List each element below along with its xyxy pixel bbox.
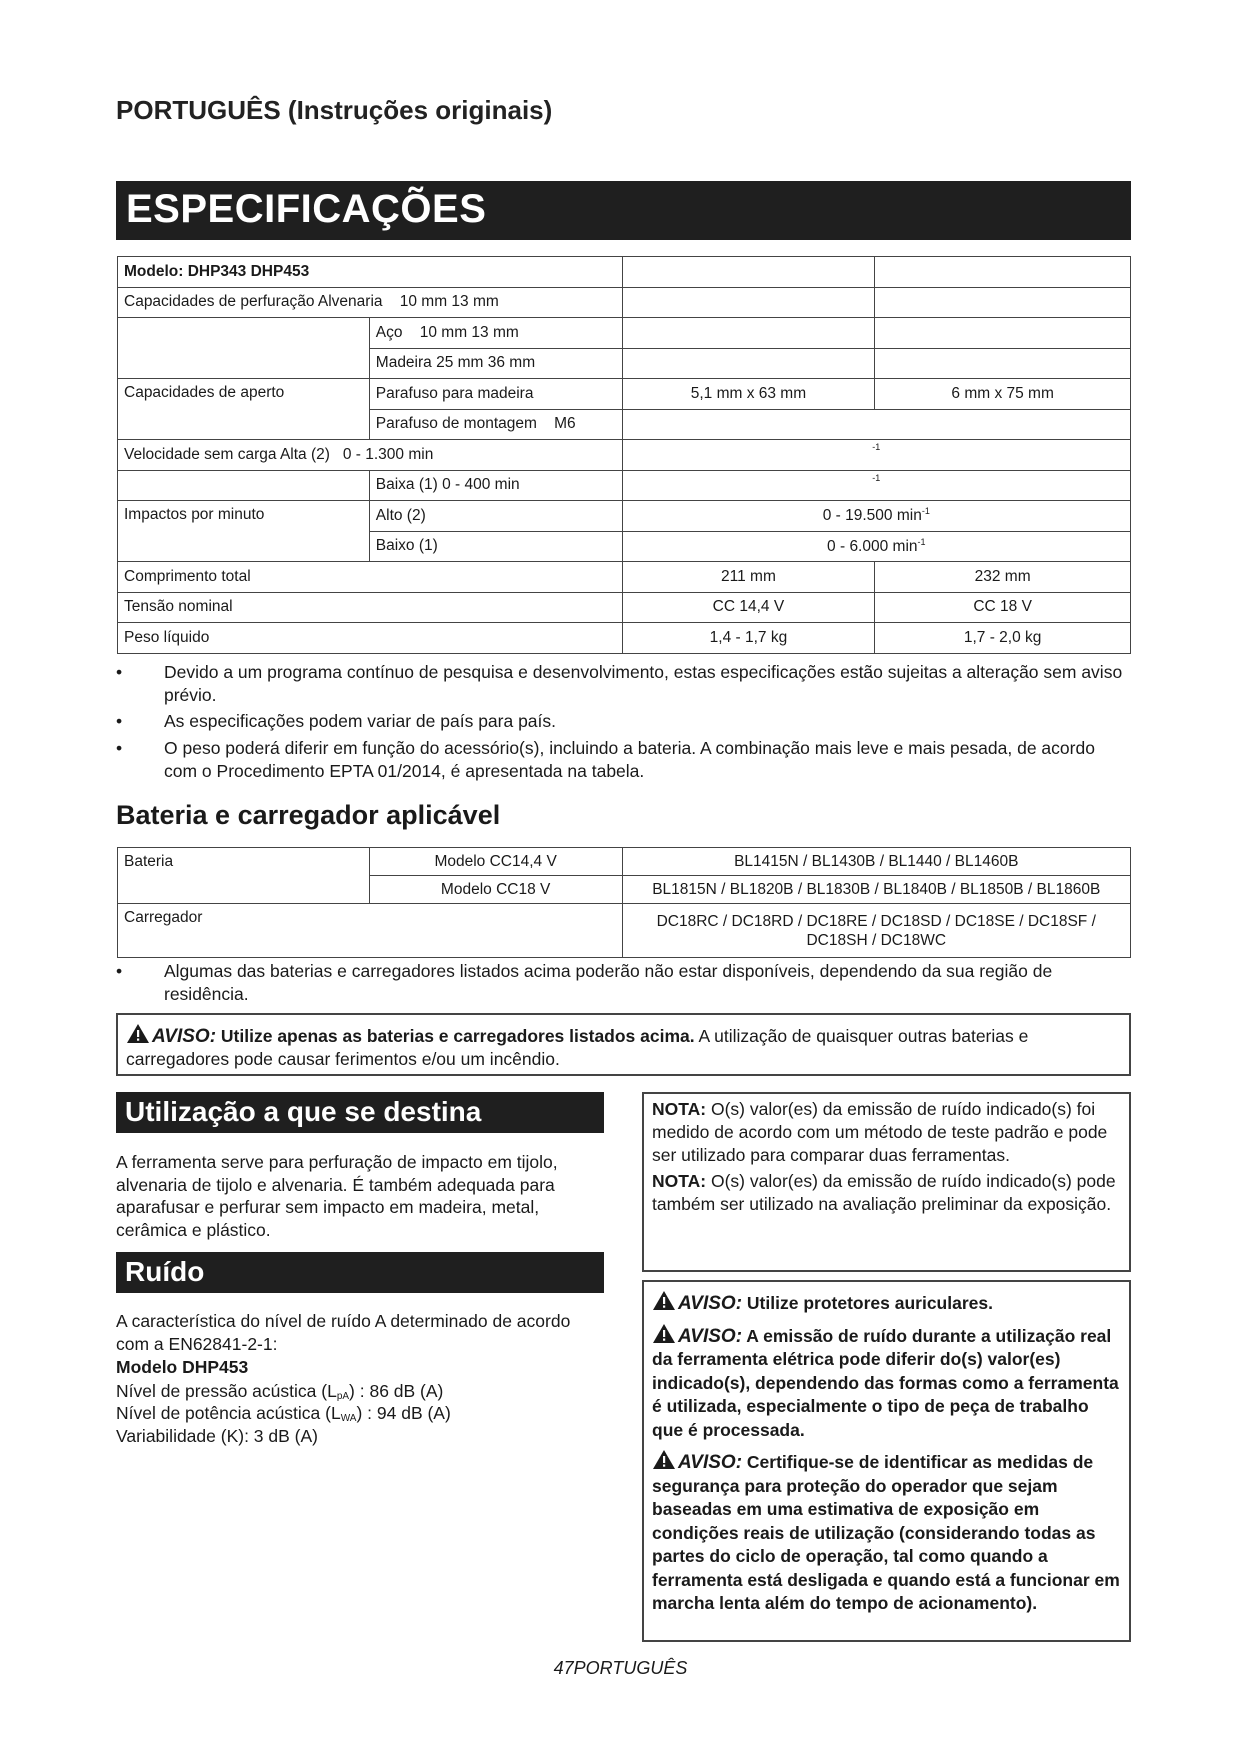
overall-length-label: Comprimento total bbox=[118, 562, 623, 593]
noise-banner: Ruído bbox=[116, 1252, 604, 1293]
noise-notes-box bbox=[642, 1092, 1131, 1272]
ipm-high-value: 0 - 19.500 $\min^{-1}$ bbox=[622, 501, 1130, 532]
length-dhp453: 232 mm bbox=[875, 562, 1131, 593]
intended-use-banner: Utilização a que se destina bbox=[116, 1092, 604, 1133]
drill-capacity-masonry: Capacidades de perfuração Alvenaria 10 mm 13 mm bbox=[118, 287, 623, 318]
fasten-capacity-label: Capacidades de aperto bbox=[118, 379, 370, 440]
noise-intro: A característica do nível de ruído A determinado de acordo com a EN62841-2-1: bbox=[116, 1311, 571, 1354]
note-2: NOTA: O(s) valor(es) da emissão de ruído indicado(s) pode também ser utilizado na avaliação preliminar da exposição. bbox=[652, 1171, 1116, 1214]
noise-model: Modelo DHP453 bbox=[116, 1357, 249, 1377]
table-row bbox=[118, 348, 1131, 379]
spec-note-1: • Devido a um programa contínuo de pesquisa e desenvolvimento, estas especificações estão sujeitas a alteração sem aviso prévio. bbox=[116, 662, 1123, 705]
no-load-speed-low: Baixa (1) 0 - 400 min bbox=[369, 470, 622, 501]
battery-warning-box bbox=[116, 1013, 1131, 1076]
table-row bbox=[118, 592, 1131, 623]
length-dhp343: 211 mm bbox=[622, 562, 875, 593]
table-row bbox=[118, 440, 1131, 471]
aviso-label: AVISO: bbox=[152, 1026, 217, 1047]
weight-dhp343: 1,4 - 1,7 kg bbox=[622, 623, 875, 654]
warning-triangle-icon bbox=[652, 1290, 676, 1311]
machine-screw: Parafuso de montagem M6 bbox=[369, 409, 622, 440]
table-row bbox=[118, 257, 1131, 288]
intended-use-text: A ferramenta serve para perfuração de impacto em tijolo, alvenaria de tijolo e alvenaria. É também adequada para aparafusar e perfurar sem impacto em madeira, metal, cerâmica e plástico. bbox=[116, 1152, 558, 1240]
specifications-banner: ESPECIFICAÇÕES bbox=[116, 181, 1131, 240]
model-18v: Modelo CC18 V bbox=[369, 876, 622, 904]
ipm-low-value: 0 - 6.000 $\min^{-1}$ bbox=[622, 531, 1130, 562]
table-row bbox=[118, 318, 1131, 349]
sound-power-level: Nível de potência acústica $(L_{WA})$ : 94 dB (A) bbox=[116, 1403, 451, 1424]
table-row bbox=[118, 501, 1131, 532]
noise-warning-3: AVISO: Certifique-se de identificar as medidas de segurança para proteção do operador que sejam baseadas em uma estimativa de exposição em condições reais de utilização (considerando todas as partes do ciclo de operação, tal como quando a ferramenta está desligada e quando está a funcionar em marcha lenta além do tempo de acionamento). bbox=[652, 1449, 1121, 1616]
net-weight-label: Peso líquido bbox=[118, 623, 623, 654]
table-row bbox=[118, 562, 1131, 593]
battery-label: Bateria bbox=[118, 848, 370, 904]
battery-warning-text: A utilização de quaisquer outras baterias e carregadores pode causar ferimentos e/ou um incêndio. bbox=[126, 1026, 1029, 1069]
drill-capacity-steel: Aço 10 mm 13 mm bbox=[369, 318, 622, 349]
wood-screw-label: Parafuso para madeira bbox=[369, 379, 622, 410]
model-144v: Modelo CC14,4 V bbox=[369, 848, 622, 876]
table-row bbox=[118, 470, 1131, 501]
model-row-label: Modelo: DHP343 DHP453 bbox=[118, 257, 623, 288]
specifications-table bbox=[117, 256, 1131, 654]
speed-high-exponent: -1 bbox=[622, 440, 1130, 471]
drill-capacity-wood: Madeira 25 mm 36 mm bbox=[369, 348, 622, 379]
weight-dhp453: 1,7 - 2,0 kg bbox=[875, 623, 1131, 654]
battery-heading: Bateria e carregador aplicável bbox=[116, 800, 501, 830]
table-row bbox=[118, 623, 1131, 654]
warning-triangle-icon bbox=[126, 1023, 150, 1044]
charger-label: Carregador bbox=[118, 904, 623, 958]
table-row bbox=[118, 287, 1131, 318]
wood-screw-dhp453: 6 mm x 75 mm bbox=[875, 379, 1131, 410]
spec-note-2: • As especificações podem variar de país para país. bbox=[116, 711, 557, 731]
warning-triangle-icon bbox=[652, 1449, 676, 1470]
no-load-speed-high: Velocidade sem carga Alta (2) 0 - 1.300 min bbox=[118, 440, 623, 471]
battery-warning-bold: Utilize apenas as baterias e carregadores listados acima. bbox=[220, 1026, 695, 1046]
page-footer: 47PORTUGUÊS bbox=[553, 1658, 688, 1678]
noise-warnings-box bbox=[642, 1280, 1131, 1642]
battery-list-144v: BL1415N / BL1430B / BL1440 / BL1460B bbox=[622, 848, 1130, 876]
speed-low-exponent: -1 bbox=[622, 470, 1130, 501]
charger-list: DC18RC / DC18RD / DC18RE / DC18SD / DC18SE / DC18SF / DC18SH / DC18WC bbox=[622, 904, 1130, 958]
wood-screw-dhp343: 5,1 mm x 63 mm bbox=[622, 379, 875, 410]
noise-warning-1: AVISO: Utilize protetores auriculares. bbox=[652, 1290, 1121, 1316]
warning-triangle-icon bbox=[652, 1323, 676, 1344]
sound-pressure-level: Nível de pressão acústica $(L_{pA})$ : 86 dB (A) bbox=[116, 1381, 444, 1402]
ipm-high-label: Alto (2) bbox=[369, 501, 622, 532]
page-language-title: PORTUGUÊS (Instruções originais) bbox=[116, 95, 553, 125]
voltage-dhp343: CC 14,4 V bbox=[622, 592, 875, 623]
note-1: NOTA: O(s) valor(es) da emissão de ruído indicado(s) foi medido de acordo com um método de teste padrão e pode ser utilizado para comparar duas ferramentas. bbox=[652, 1099, 1108, 1165]
impacts-per-minute-label: Impactos por minuto bbox=[118, 501, 370, 562]
table-row bbox=[118, 848, 1131, 876]
noise-warning-2: AVISO: A emissão de ruído durante a utilização real da ferramenta elétrica pode diferir do(s) valor(es) indicado(s), dependendo das formas como a ferramenta é utilizada, especialmente o tipo de peça de trabalho que é processada. bbox=[652, 1323, 1121, 1443]
battery-availability-note: • Algumas das baterias e carregadores listados acima poderão não estar disponíveis, dependendo da sua região de residência. bbox=[116, 961, 1053, 1004]
battery-list-18v: BL1815N / BL1820B / BL1830B / BL1840B / BL1850B / BL1860B bbox=[622, 876, 1130, 904]
rated-voltage-label: Tensão nominal bbox=[118, 592, 623, 623]
voltage-dhp453: CC 18 V bbox=[875, 592, 1131, 623]
noise-variability: Variabilidade (K): 3 dB (A) bbox=[116, 1426, 318, 1446]
battery-table bbox=[117, 847, 1131, 958]
spec-note-3: • O peso poderá diferir em função do acessório(s), incluindo a bateria. A combinação mais leve e mais pesada, de acordo com o Procedimento EPTA 01/2014, é apresentada na tabela. bbox=[116, 738, 1095, 781]
ipm-low-label: Baixo (1) bbox=[369, 531, 622, 562]
table-row bbox=[118, 379, 1131, 410]
table-row bbox=[118, 904, 1131, 958]
